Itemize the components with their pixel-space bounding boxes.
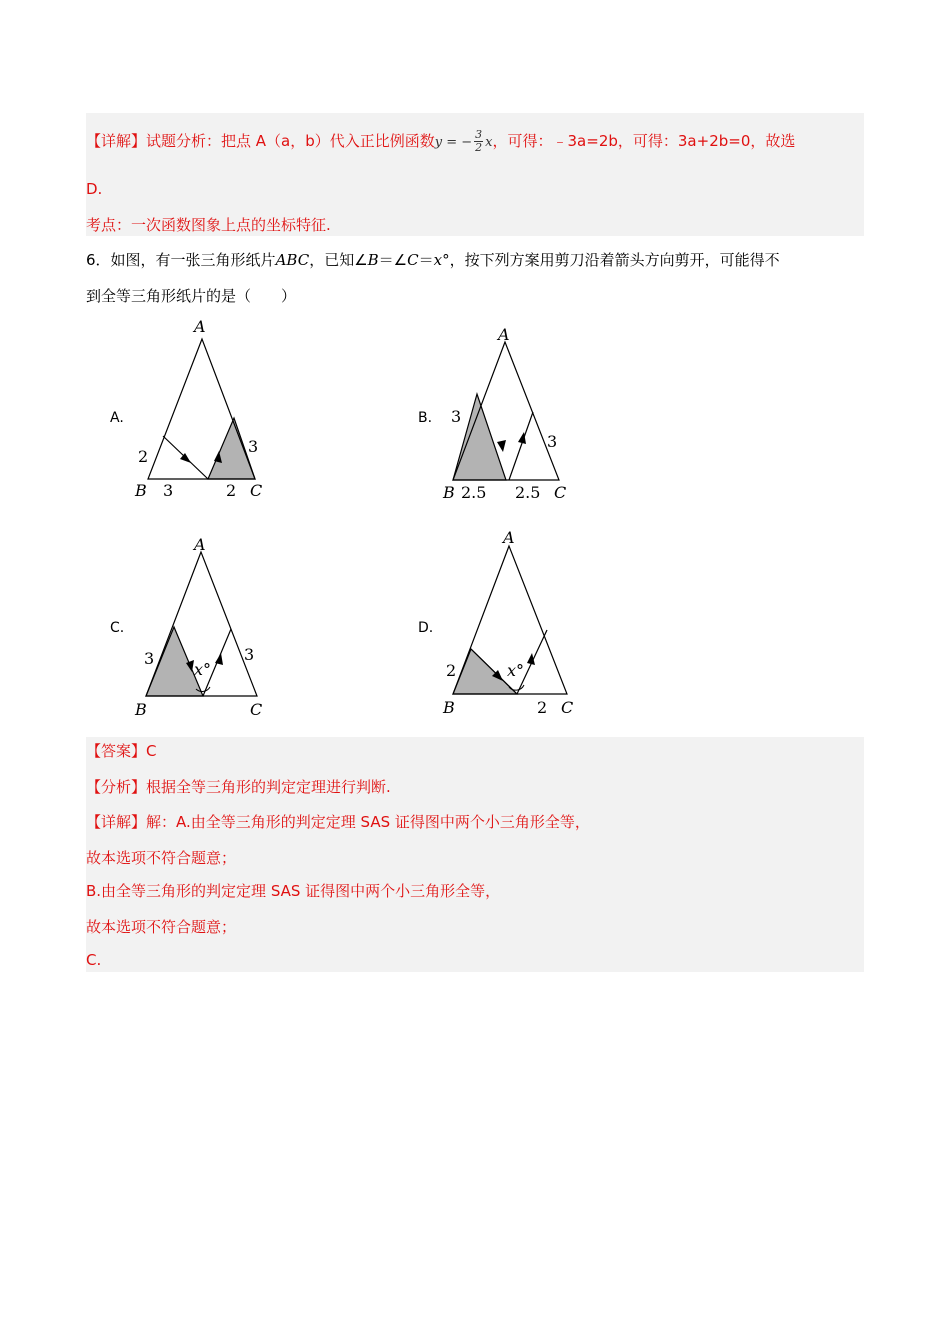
side-right-label: 3: [248, 437, 259, 456]
prev-detail-kaodian: 考点：一次函数图象上点的坐标特征.: [86, 216, 331, 234]
angle-c-name: C: [407, 251, 419, 269]
detail-label: 【详解】: [86, 813, 147, 831]
prev-detail-text2: ，可得：﹣3a=2b，可得：3a+2b=0，故选: [492, 132, 796, 150]
side-left-label: 2: [138, 447, 149, 466]
detail-line2: 故本选项不符合题意；: [86, 849, 237, 867]
vertex-b-label: B: [443, 483, 455, 502]
triangle-name: ABC: [275, 251, 310, 269]
side-left-label: 3: [451, 407, 462, 426]
detail-line5: C.: [86, 951, 102, 969]
answer-value: C: [146, 742, 157, 760]
vertex-b-label: B: [443, 698, 455, 717]
question-text-a: 如图，有一张三角形纸片: [110, 251, 276, 269]
side-right-label: 3: [244, 645, 255, 664]
angle-x-label: x°: [194, 660, 212, 679]
prev-detail-line1: [86, 129, 795, 154]
vertex-c-label: C: [250, 481, 263, 500]
question-number: 6．: [86, 251, 111, 269]
vertex-c-label: C: [250, 700, 263, 719]
base-right-label: 2.5: [515, 483, 541, 502]
analysis-label: 【分析】: [86, 778, 147, 796]
vertex-a-label: A: [503, 528, 515, 547]
prev-detail-text1: 试题分析：把点 A（a，b）代入正比例函数: [146, 132, 435, 150]
detail-line3: B.由全等三角形的判定定理 SAS 证得图中两个小三角形全等，: [86, 882, 501, 900]
question-line2: 到全等三角形纸片的是（ ）: [86, 287, 297, 305]
side-right-label: 3: [547, 432, 558, 451]
side-left-label: 3: [144, 649, 155, 668]
vertex-c-label: C: [561, 698, 574, 717]
angle-b-name: B: [367, 251, 379, 269]
fraction-numerator: 3: [475, 128, 483, 141]
analysis-line: [86, 777, 391, 797]
angle-x-label: x°: [507, 661, 525, 680]
function-variable: x: [485, 135, 493, 150]
option-b-label: B.: [418, 410, 433, 426]
prev-detail-line2: D.: [86, 180, 103, 198]
arrow-head-c2: [215, 653, 223, 665]
question-eq1: ＝∠: [378, 251, 408, 269]
cut-line-b1: [509, 412, 533, 480]
question-text-b: ，已知∠: [309, 251, 368, 269]
fraction: [474, 129, 483, 154]
option-a-label: A.: [110, 410, 124, 426]
angle-x: x: [433, 251, 443, 269]
base-left-label: 3: [163, 481, 174, 500]
figure-option-b: [437, 322, 587, 507]
base-left-label: 2.5: [461, 483, 487, 502]
vertex-b-label: B: [135, 481, 147, 500]
fraction-denominator: 2: [475, 141, 483, 154]
vertex-c-label: C: [554, 483, 567, 502]
option-d-label: D.: [418, 620, 434, 636]
detail-line1: [86, 812, 590, 832]
base-right-label: 2: [226, 481, 237, 500]
figure-option-c: [130, 532, 280, 722]
detail-line4: 故本选项不符合题意；: [86, 918, 237, 936]
vertex-a-label: A: [498, 325, 510, 344]
vertex-a-label: A: [194, 317, 206, 336]
base-right-label: 2: [537, 698, 548, 717]
question-text-c: °，按下列方案用剪刀沿着箭头方向剪开，可能得不: [442, 251, 780, 269]
arrow-head-b1: [497, 440, 506, 452]
option-c-label: C.: [110, 620, 125, 636]
vertex-a-label: A: [194, 535, 206, 554]
prev-detail-label: 【详解】: [86, 132, 147, 150]
answer-line: [86, 741, 157, 761]
question-eq2: ＝: [418, 251, 434, 269]
detail-text: 解：A.由全等三角形的判定定理 SAS 证得图中两个小三角形全等，: [146, 813, 590, 831]
function-prefix: y = −: [434, 135, 473, 150]
figure-option-a: [130, 312, 280, 504]
figure-option-d: [437, 524, 587, 719]
answer-label: 【答案】: [86, 742, 147, 760]
side-left-label: 2: [446, 661, 457, 680]
analysis-text: 根据全等三角形的判定定理进行判断.: [146, 778, 391, 796]
question-line1: [86, 250, 780, 270]
vertex-b-label: B: [135, 700, 147, 719]
